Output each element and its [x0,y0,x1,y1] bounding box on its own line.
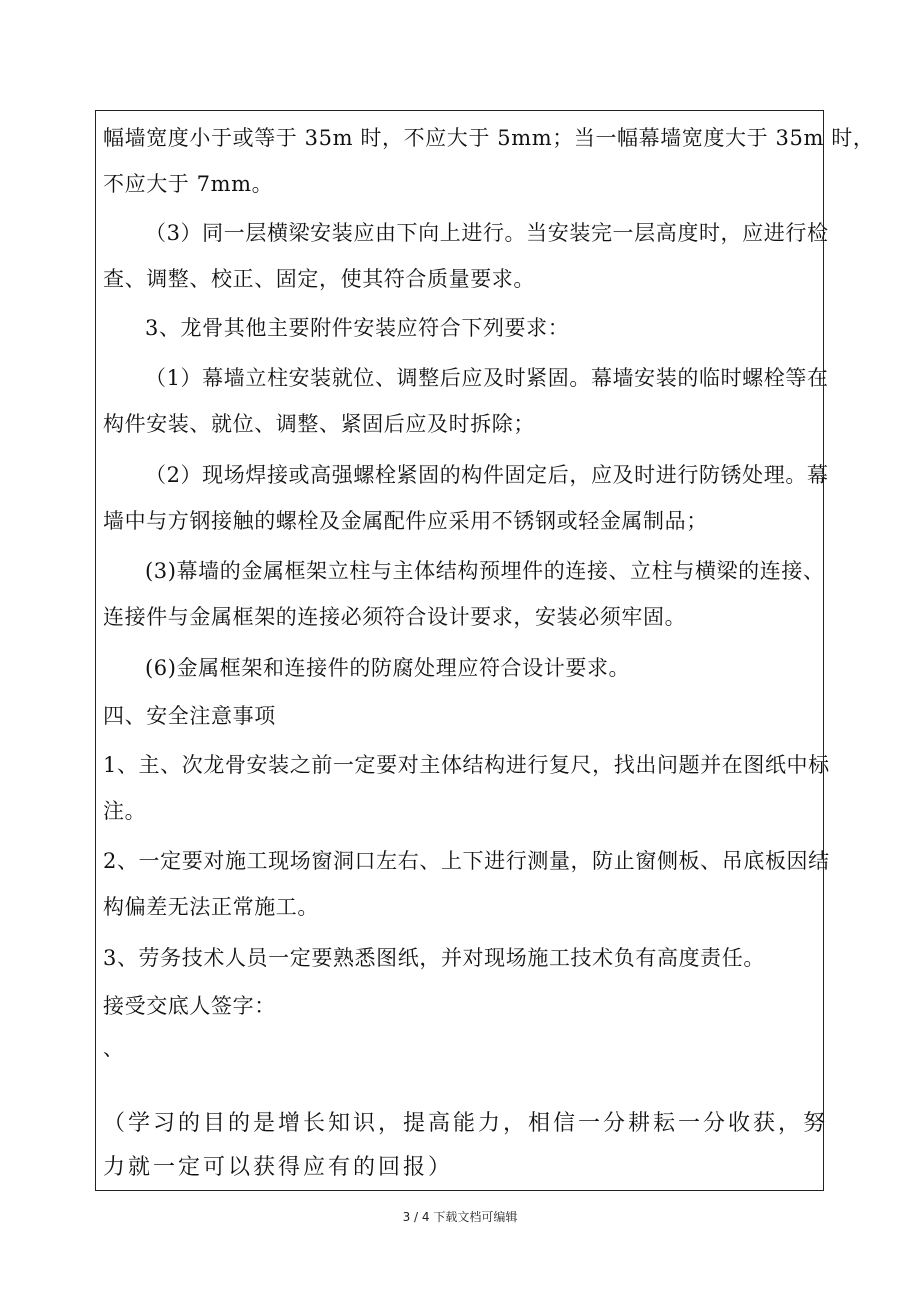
text-line: 墙中与方钢接触的螺栓及金属配件应采用不锈钢或轻金属制品； [103,509,708,533]
text-line: 构件安装、就位、调整、紧固后应及时拆除； [103,412,535,436]
motto-quote [103,1102,829,1190]
section-title: 四、安全注意事项 [103,704,276,728]
text-line: 3、劳务技术人员一定要熟悉图纸，并对现场施工技术负有高度责任。 [103,946,765,970]
text-line: 接受交底人签字： [103,994,276,1018]
text-line: 幅墙宽度小于或等于 35m 时，不应大于 5mm；当一幅幕墙宽度大于 35m 时， [103,126,875,150]
paragraph-accessories-heading [103,305,818,351]
paragraph-corrosion-treatment [103,645,818,691]
text-line: 不应大于 7mm。 [103,172,274,196]
text-line: （1）幕墙立柱安装就位、调整后应及时紧固。幕墙安装的临时螺栓等在 [145,366,829,390]
paragraph-frame-connection [103,548,825,640]
text-line: 1、主、次龙骨安装之前一定要对主体结构进行复尺，找出问题并在图纸中标 [103,753,830,777]
safety-item-3 [103,935,818,981]
paragraph-anticorrosion [103,452,829,544]
text-line: （3）同一层横梁安装应由下向上进行。当安装完一层高度时，应进行检 [145,221,829,245]
paragraph-tolerance [103,115,875,207]
safety-item-2 [103,838,830,930]
text-line: 注。 [103,799,147,823]
paragraph-beam-install [103,210,829,302]
text-line: 2、一定要对施工现场窗洞口左右、上下进行测量，防止窗侧板、吊底板因结 [103,849,830,873]
text-line: （学习的目的是增长知识，提高能力，相信一分耕耘一分收获，努 [103,1111,829,1136]
section-heading-safety [103,693,818,739]
page-footer: 3 / 4 下载文档可编辑 [402,1210,518,1224]
text-line: (6)金属框架和连接件的防腐处理应符合设计要求。 [145,656,631,680]
text-line: 3、龙骨其他主要附件安装应符合下列要求： [145,316,570,340]
paragraph-column-fastening [103,355,829,447]
text-line: 连接件与金属框架的连接必须符合设计要求，安装必须牢固。 [103,605,687,629]
text-line: (3)幕墙的金属框架立柱与主体结构预埋件的连接、立柱与横梁的连接、 [145,559,825,583]
text-line: （2）现场焊接或高强螺栓紧固的构件固定后，应及时进行防锈处理。幕 [145,463,829,487]
text-line: 构偏差无法正常施工。 [103,895,319,919]
text-line: 力就一定可以获得应有的回报） [103,1155,454,1180]
safety-item-1 [103,742,830,834]
signature-label [103,983,818,1029]
text-line: 查、调整、校正、固定，使其符合质量要求。 [103,267,535,291]
stray-mark: 、 [103,1036,123,1060]
